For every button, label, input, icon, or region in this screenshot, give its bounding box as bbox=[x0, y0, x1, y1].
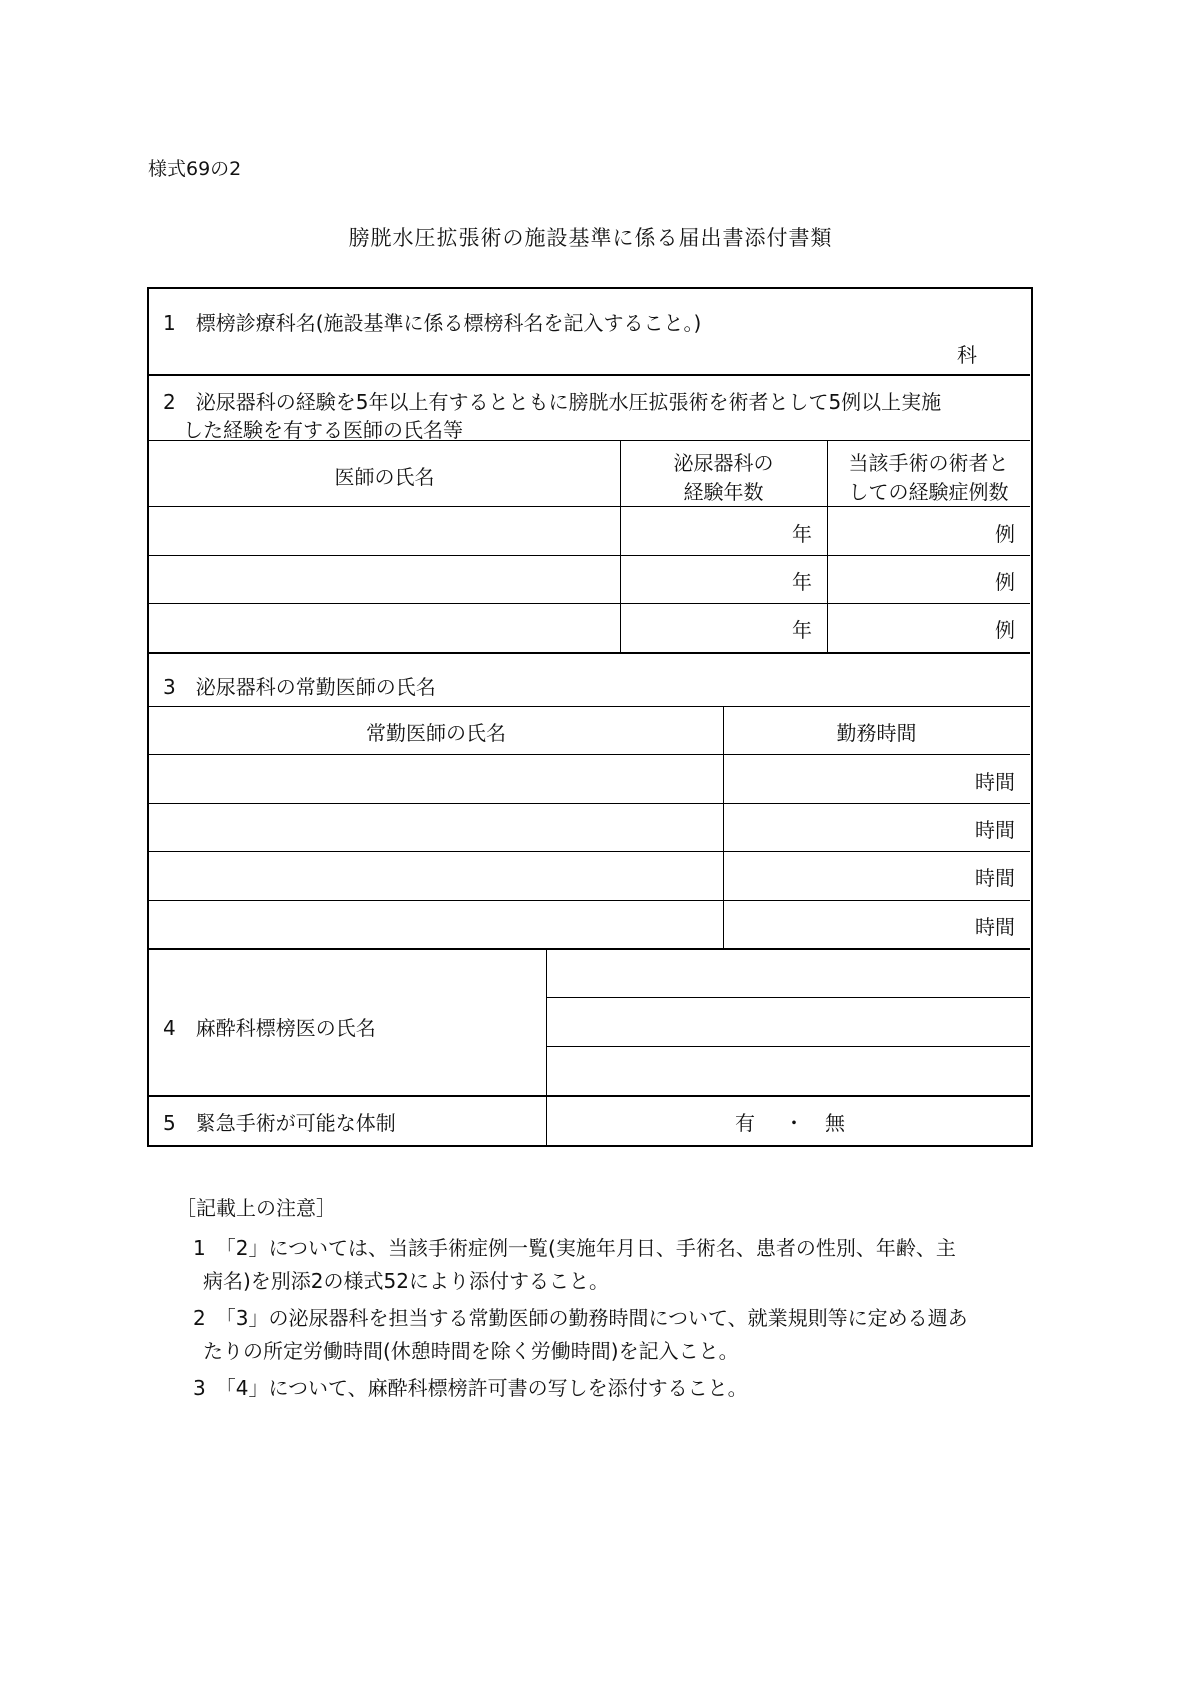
note2-line1: 2 「3」の泌尿器科を担当する常勤医師の勤務時間について、就業規則等に定める週あ bbox=[193, 1306, 968, 1330]
divider-s1 bbox=[149, 374, 1030, 376]
s3-row4-hours-unit: 時間 bbox=[975, 915, 1015, 939]
s3-row-line-0 bbox=[149, 754, 1030, 755]
s4-row-line-1 bbox=[546, 997, 1030, 998]
s2-header-years-1: 泌尿器科の bbox=[673, 451, 774, 475]
s4-s5-vline bbox=[546, 948, 547, 1147]
s2-row1-cases-unit: 例 bbox=[995, 522, 1015, 546]
divider-s3 bbox=[149, 652, 1030, 654]
s3-header-hours: 勤務時間 bbox=[836, 721, 917, 745]
note3-line1: 3 「4」について、麻酔科標榜許可書の写しを添付すること。 bbox=[193, 1376, 748, 1400]
note1-line2: 病名)を別添2の様式52により添付すること。 bbox=[203, 1269, 609, 1293]
form-table bbox=[147, 287, 1033, 1147]
option-yes[interactable]: 有 bbox=[735, 1111, 755, 1135]
s3-row1-hours-unit: 時間 bbox=[975, 770, 1015, 794]
section2-label-line1: 2 泌尿器科の経験を5年以上有するとともに膀胱水圧拡張術を術者として5例以上実施 bbox=[163, 390, 942, 414]
s2-header-cases-1: 当該手術の術者と bbox=[848, 451, 1009, 475]
option-separator: ・ bbox=[784, 1111, 804, 1135]
s2-row-line-1 bbox=[149, 555, 1030, 556]
option-no[interactable]: 無 bbox=[825, 1111, 845, 1135]
divider-s5 bbox=[149, 1095, 1030, 1097]
divider-s3-head bbox=[149, 706, 1030, 707]
divider-s4 bbox=[149, 948, 1030, 950]
s2-header-cases-2: しての経験症例数 bbox=[848, 480, 1009, 504]
section5-label: 5 緊急手術が可能な体制 bbox=[163, 1111, 396, 1135]
s2-row2-cases-unit: 例 bbox=[995, 570, 1015, 594]
divider-s2-head bbox=[149, 440, 1030, 441]
s3-row-line-2 bbox=[149, 851, 1030, 852]
s2-row1-years-unit: 年 bbox=[792, 522, 812, 546]
s3-row3-hours-unit: 時間 bbox=[975, 866, 1015, 890]
section1-unit: 科 bbox=[957, 343, 977, 367]
s2-row-line-0 bbox=[149, 506, 1030, 507]
s3-row-line-3 bbox=[149, 900, 1030, 901]
s2-row3-cases-unit: 例 bbox=[995, 618, 1015, 642]
s3-row-line-1 bbox=[149, 803, 1030, 804]
document-title: 膀胱水圧拡張術の施設基準に係る届出書添付書類 bbox=[348, 226, 833, 250]
note2-line2: たりの所定労働時間(休憩時間を除く労働時間)を記入こと。 bbox=[203, 1339, 739, 1363]
s2-row3-years-unit: 年 bbox=[792, 618, 812, 642]
s2-row-line-2 bbox=[149, 603, 1030, 604]
s2-header-years-2: 経験年数 bbox=[683, 480, 764, 504]
s2-header-name: 医師の氏名 bbox=[334, 465, 435, 489]
s4-row-line-2 bbox=[546, 1046, 1030, 1047]
form-number: 様式69の2 bbox=[148, 158, 242, 180]
section2-label-line2: した経験を有する医師の氏名等 bbox=[183, 418, 463, 442]
note1-line1: 1 「2」については、当該手術症例一覧(実施年月日、手術名、患者の性別、年齢、主 bbox=[193, 1236, 956, 1260]
notes-heading: ［記載上の注意］ bbox=[176, 1196, 336, 1220]
s3-row2-hours-unit: 時間 bbox=[975, 818, 1015, 842]
section3-label: 3 泌尿器科の常勤医師の氏名 bbox=[163, 675, 436, 699]
s2-row2-years-unit: 年 bbox=[792, 570, 812, 594]
section1-label: 1 標榜診療科名(施設基準に係る標榜科名を記入すること。) bbox=[163, 311, 702, 335]
section4-label: 4 麻酔科標榜医の氏名 bbox=[163, 1016, 376, 1040]
s3-header-name: 常勤医師の氏名 bbox=[366, 721, 506, 745]
